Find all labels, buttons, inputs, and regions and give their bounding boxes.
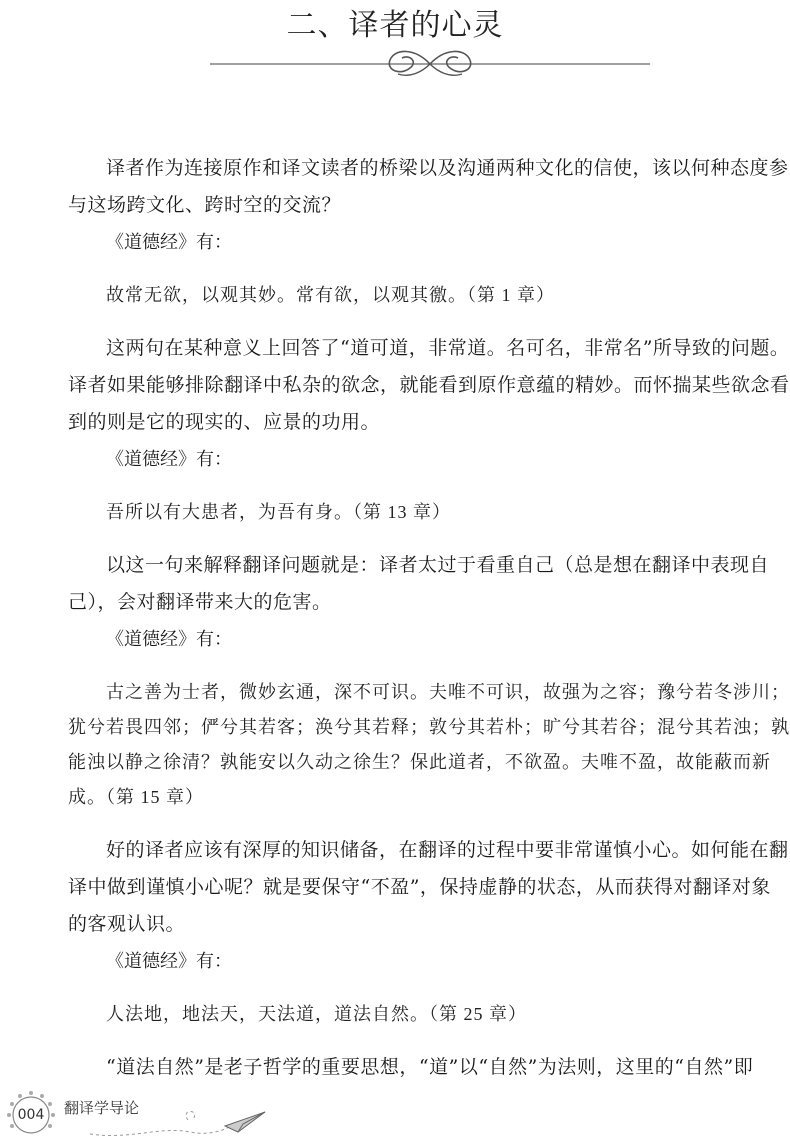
source-label-3: 《道德经》有： bbox=[106, 629, 232, 650]
book-title: 翻译学导论 bbox=[64, 1099, 140, 1117]
source-label-1: 《道德经》有： bbox=[106, 232, 232, 253]
page-number: 004 bbox=[17, 1107, 45, 1123]
source-label-2: 《道德经》有： bbox=[106, 449, 232, 470]
paragraph-3: 以这一句来解释翻译问题就是：译者太过于看重自己（总是想在翻译中表现自己），会对翻译带来大的危害。 bbox=[68, 554, 770, 613]
page-body bbox=[68, 150, 790, 1086]
quote-1: 故常无欲，以观其妙。常有欲，以观其徼。（第 1 章） bbox=[106, 285, 555, 305]
paragraph-4: 好的译者应该有深厚的知识储备，在翻译的过程中要非常谨慎小心。如何能在翻译中做到谨慎小心呢？就是要保守“不盈”，保持虚静的状态，从而获得对翻译对象的客观认识。 bbox=[68, 839, 789, 935]
quote-4: 人法地，地法天，天法道，道法自然。（第 25 章） bbox=[106, 1004, 527, 1024]
title-ornament bbox=[210, 38, 650, 88]
paragraph-2: 这两句在某种意义上回答了“道可道，非常道。名可名，非常名”所导致的问题。译者如果能够排除翻译中私杂的欲念，就能看到原作意蕴的精妙。而怀揣某些欲念看到的则是它的现实的、应景的功用。 bbox=[68, 337, 790, 433]
source-label-4: 《道德经》有： bbox=[106, 951, 232, 972]
paragraph-5: “道法自然”是老子哲学的重要思想，“道”以“自然”为法则，这里的“自然”即 bbox=[106, 1056, 754, 1078]
quote-3: 古之善为士者，微妙玄通，深不可识。夫唯不可识，故强为之容；豫兮若冬涉川；犹兮若畏四邻；俨兮其若客；涣兮其若释；敦兮其若朴；旷兮其若谷；混兮其若浊；孰能浊以静之徐清？孰能安以久动之徐生？保此道者，不欲盈。夫唯不盈，故能蔽而新成。（第 15 章） bbox=[68, 682, 790, 807]
paragraph-1: 译者作为连接原作和译文读者的桥梁以及沟通两种文化的信使，该以何种态度参与这场跨文化、跨时空的交流？ bbox=[68, 157, 789, 216]
quote-2: 吾所以有大患者，为吾有身。（第 13 章） bbox=[106, 502, 451, 522]
section-title: 二、译者的心灵 bbox=[286, 8, 504, 43]
